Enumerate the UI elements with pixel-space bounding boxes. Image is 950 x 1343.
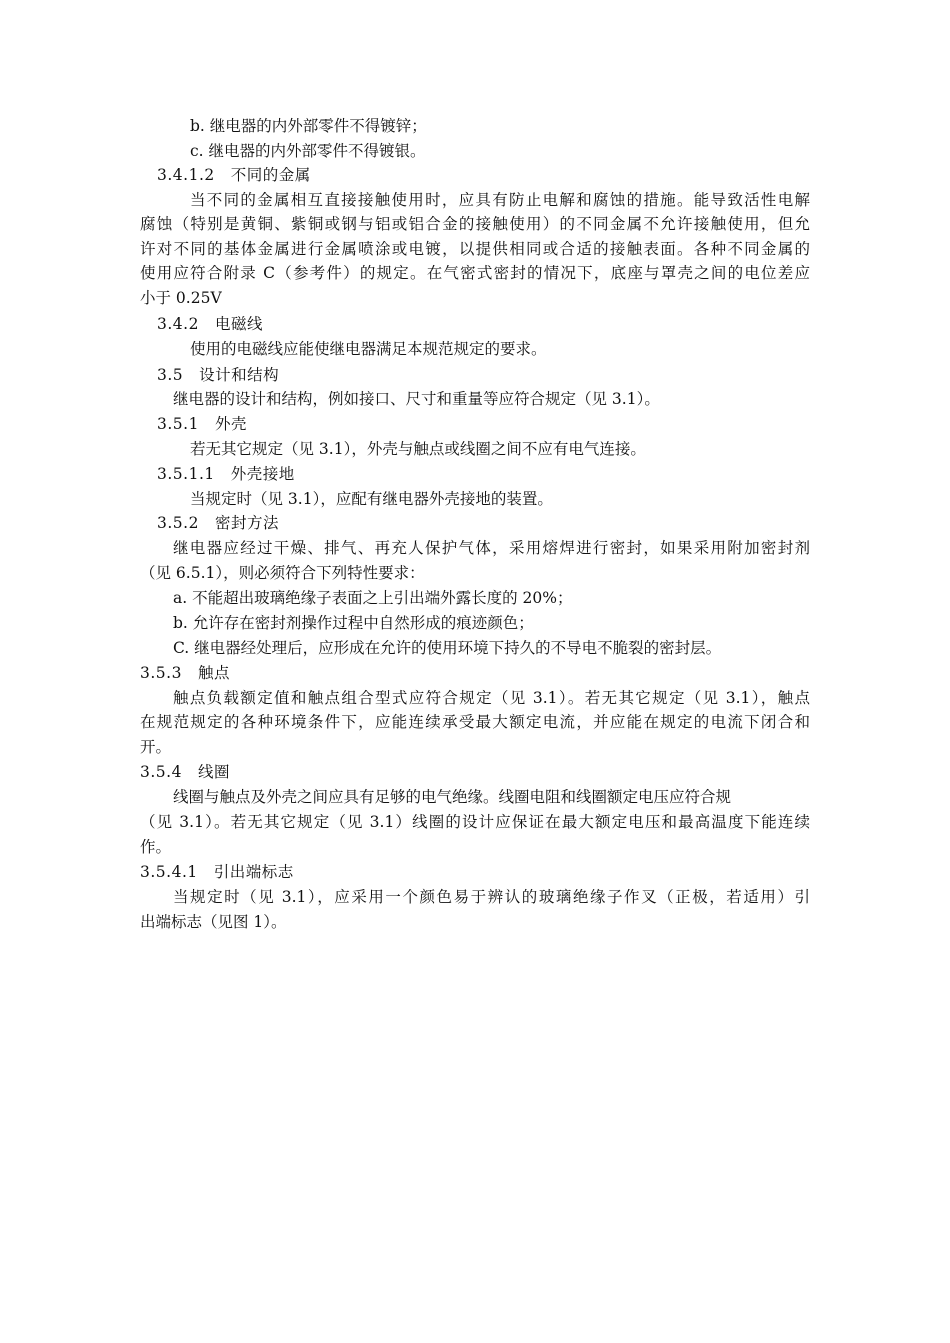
text-line: 腐蚀（特别是黄铜、紫铜或钢与铝或铝合金的接触使用）的不同金属不允许接触使用，但允 [140, 215, 810, 233]
text-line: 继电器的设计和结构，例如接口、尺寸和重量等应符合规定（见 3.1）。 [173, 390, 660, 408]
section-heading: 3.5.2 密封方法 [157, 514, 279, 532]
text-line: 线圈与触点及外壳之间应具有足够的电气绝缘。线圈电阻和线圈额定电压应符合规 [173, 788, 732, 806]
section-heading: 3.5.1 外壳 [157, 415, 247, 433]
text-line: C. 继电器经处理后，应形成在允许的使用环境下持久的不导电不脆裂的密封层。 [173, 639, 722, 657]
section-heading: 3.5.4 线圈 [140, 763, 230, 781]
text-line: 使用的电磁线应能使继电器满足本规范规定的要求。 [190, 340, 547, 358]
text-line: 在规范规定的各种环境条件下，应能连续承受最大额定电流，并应能在规定的电流下闭合和 [140, 713, 810, 731]
text-line: 当规定时（见 3.1），应配有继电器外壳接地的装置。 [190, 490, 553, 508]
text-line: （见 6.5.1），则必须符合下列特性要求： [140, 564, 425, 582]
text-line: 当规定时（见 3.1），应采用一个颜色易于辨认的玻璃绝缘子作叉（正极，若适用）引 [173, 888, 810, 906]
text-line: c. 继电器的内外部零件不得镀银。 [190, 142, 426, 160]
section-heading: 3.4.1.2 不同的金属 [157, 166, 311, 184]
text-line: a. 不能超出玻璃绝缘子表面之上引出端外露长度的 20%； [173, 589, 573, 607]
section-heading: 3.5 设计和结构 [157, 366, 280, 384]
text-line: 使用应符合附录 C（参考件）的规定。在气密式密封的情况下，底座与罩壳之间的电位差应 [140, 264, 810, 282]
text-line: 触点负载额定值和触点组合型式应符合规定（见 3.1）。若无其它规定（见 3.1），触点 [173, 689, 810, 707]
section-heading: 3.5.4.1 引出端标志 [140, 863, 294, 881]
section-heading: 3.5.3 触点 [140, 664, 230, 682]
text-line: 继电器应经过干燥、排气、再充人保护气体，采用熔焊进行密封，如果采用附加密封剂 [173, 539, 810, 557]
text-line: 若无其它规定（见 3.1），外壳与触点或线圈之间不应有电气连接。 [190, 440, 646, 458]
text-line: 许对不同的基体金属进行金属喷涂或电镀，以提供相同或合适的接触表面。各种不同金属的 [140, 240, 810, 258]
text-line: 小于 0.25V [140, 289, 222, 307]
text-line: b. 继电器的内外部零件不得镀锌； [190, 117, 427, 135]
text-line: 作。 [140, 838, 172, 856]
text-line: 当不同的金属相互直接接触使用时，应具有防止电解和腐蚀的措施。能导致活性电解 [190, 191, 810, 209]
text-line: 开。 [140, 738, 172, 756]
text-line: 出端标志（见图 1）。 [140, 913, 287, 931]
text-line: （见 3.1）。若无其它规定（见 3.1）线圈的设计应保证在最大额定电压和最高温度下能连续 [140, 813, 810, 831]
section-heading: 3.5.1.1 外壳接地 [157, 465, 295, 483]
text-line: b. 允许存在密封剂操作过程中自然形成的痕迹颜色； [173, 614, 534, 632]
section-heading: 3.4.2 电磁线 [157, 315, 263, 333]
